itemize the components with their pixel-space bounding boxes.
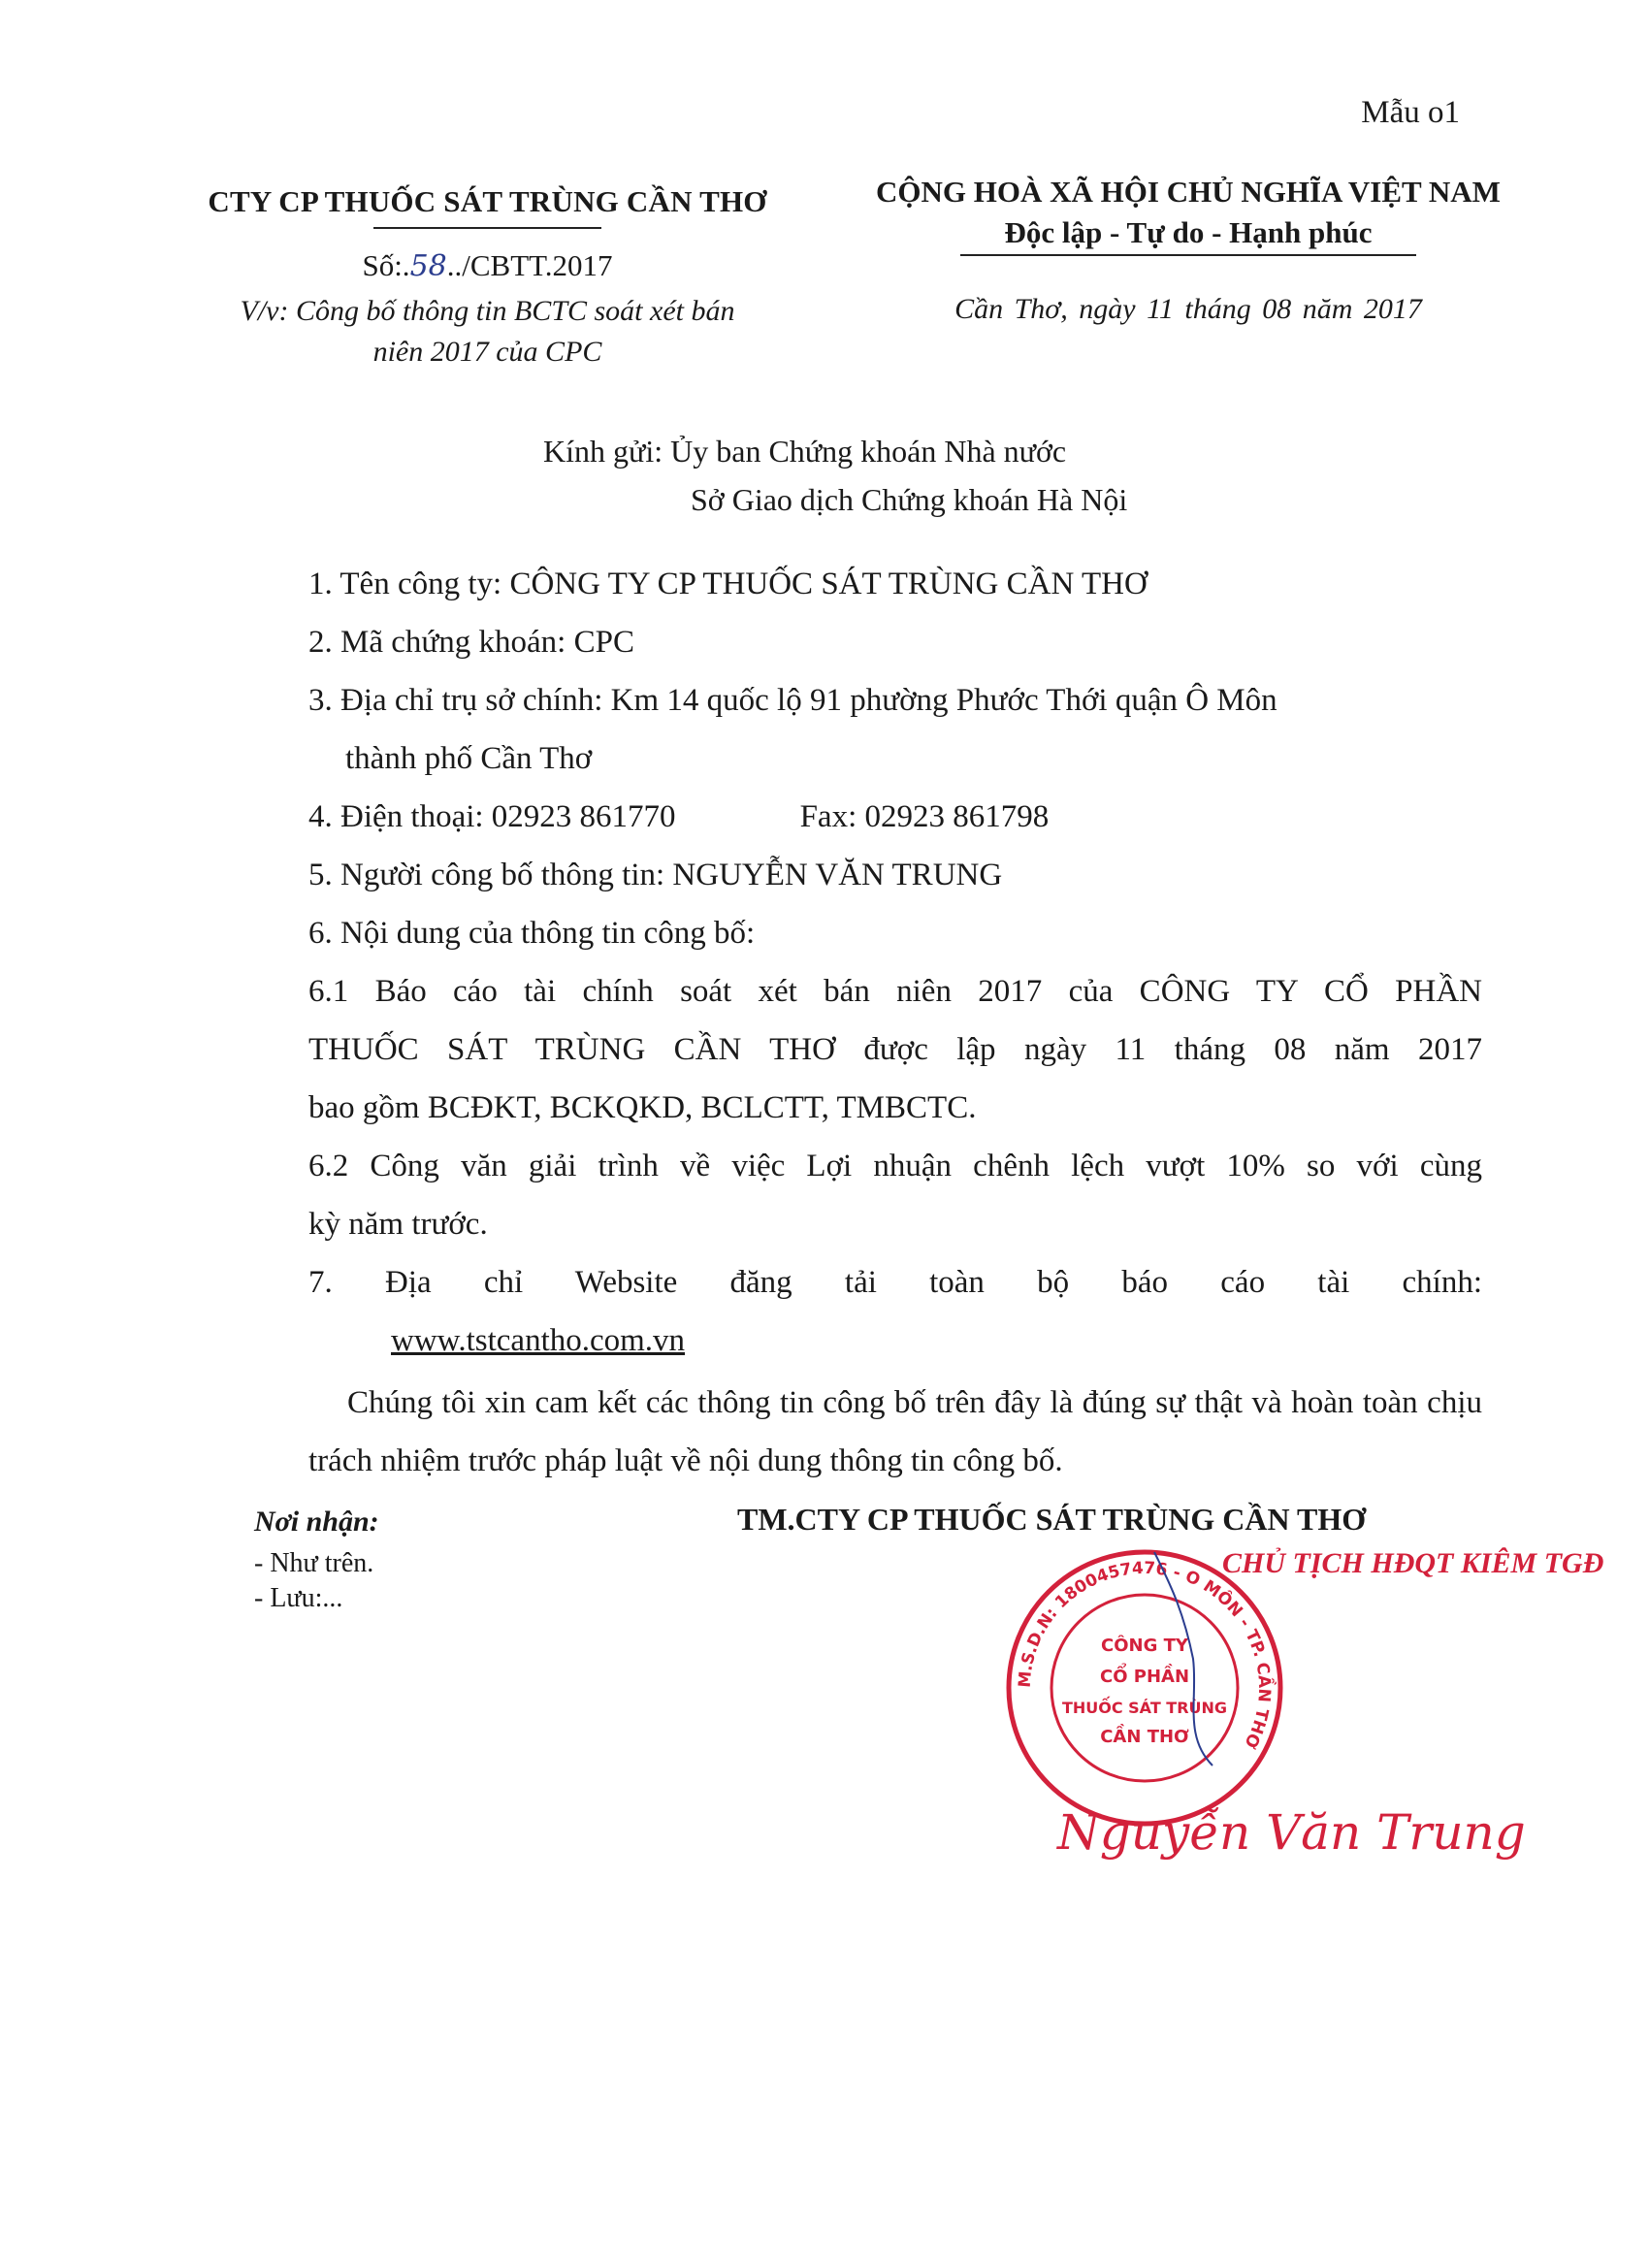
- motto-underline: [960, 254, 1416, 256]
- seal-center-line: CẦN THƠ: [1100, 1727, 1189, 1747]
- form-code: Mẫu o1: [1361, 95, 1460, 130]
- place-date: Cần Thơ, ngày 11 tháng 08 năm 2017: [954, 293, 1422, 325]
- receiver-item: - Lưu:...: [254, 1583, 343, 1613]
- item-6-1-line-2: THUỐC SÁT TRÙNG CẦN THƠ được lập ngày 11 tháng 08 năm 2017: [308, 1032, 1482, 1067]
- item-6-2-line-2: kỳ năm trước.: [308, 1207, 488, 1242]
- item-content: 6. Nội dung của thông tin công bố:: [308, 916, 756, 951]
- docno-handwritten: 58: [409, 249, 447, 283]
- nation-header: [834, 175, 1542, 326]
- issuer-company-name: CTY CP THUỐC SÁT TRÙNG CẦN THƠ: [208, 184, 767, 218]
- item-contact: [308, 788, 1482, 846]
- signer-role: CHỦ TỊCH HĐQT KIÊM TGĐ: [1222, 1547, 1604, 1579]
- receiver-item: - Như trên.: [254, 1548, 374, 1578]
- nation-motto: Độc lập - Tự do - Hạnh phúc: [1004, 215, 1373, 249]
- disclosure-body: [308, 555, 1482, 1490]
- document-number: [165, 248, 810, 283]
- seal-center-line: THUỐC SÁT TRÙNG: [1061, 1699, 1228, 1717]
- recipient-2: Sở Giao dịch Chứng khoán Hà Nội: [691, 482, 1128, 517]
- recipients: [543, 427, 1127, 524]
- receivers-title: Nơi nhận:: [254, 1506, 379, 1538]
- website-link[interactable]: www.tstcantho.com.vn: [391, 1323, 686, 1358]
- item-6-1-line-1: 6.1 Báo cáo tài chính soát xét bán niên 2017 của CÔNG TY CỔ PHẦN: [308, 974, 1482, 1009]
- item-address-cont: thành phố Cần Thơ: [345, 741, 593, 776]
- item-6-1-line-3: bao gồm BCĐKT, BCKQKD, BCLCTT, TMBCTC.: [308, 1090, 977, 1125]
- item-website: 7. Địa chỉ Website đăng tải toàn bộ báo cáo tài chính:: [308, 1265, 1482, 1300]
- recipient-1: Kính gửi: Ủy ban Chứng khoán Nhà nước: [543, 434, 1067, 469]
- issuer-underline: [373, 227, 601, 229]
- commitment-statement: Chúng tôi xin cam kết các thông tin công bố trên đây là đúng sự thật và hoàn toàn chịu trách nhiệm trước pháp luật về nội dung thông tin công bố.: [308, 1385, 1482, 1478]
- receivers: [254, 1506, 379, 1616]
- nation-title: CỘNG HOÀ XÃ HỘI CHỦ NGHĨA VIỆT NAM: [876, 175, 1501, 209]
- subject: [165, 291, 810, 373]
- item-company: 1. Tên công ty: CÔNG TY CP THUỐC SÁT TRÙNG CẦN THƠ: [308, 567, 1148, 601]
- issuer-header: [165, 184, 810, 373]
- item-6-2-line-1: 6.2 Công văn giải trình về việc Lợi nhuận chênh lệch vượt 10% so với cùng: [308, 1149, 1482, 1183]
- seal-center-line: CỔ PHẦN: [1099, 1667, 1190, 1687]
- seal-ring-path-text: M.S.D.N: 1800457476 - O MÔN - TP. CẦN THƠ: [1015, 1558, 1275, 1752]
- item-fax: Fax: 02923 861798: [799, 799, 1050, 834]
- item-phone: 4. Điện thoại: 02923 861770: [308, 799, 676, 834]
- subject-line-2: niên 2017 của CPC: [372, 336, 602, 368]
- docno-suffix: ../CBTT.2017: [446, 248, 613, 282]
- item-discloser: 5. Người công bố thông tin: NGUYỄN VĂN TRUNG: [308, 858, 1003, 892]
- signing-organization: TM.CTY CP THUỐC SÁT TRÙNG CẦN THƠ: [737, 1502, 1367, 1537]
- docno-prefix: Số:.: [362, 248, 410, 282]
- subject-line-1: V/v: Công bố thông tin BCTC soát xét bán: [240, 295, 735, 327]
- seal-center-line: CÔNG TY: [1101, 1636, 1188, 1656]
- item-address: 3. Địa chỉ trụ sở chính: Km 14 quốc lộ 91 phường Phước Thới quận Ô Môn: [308, 683, 1277, 718]
- signature: Nguyễn Văn Trung: [1057, 1804, 1526, 1861]
- item-ticker: 2. Mã chứng khoán: CPC: [308, 625, 634, 660]
- company-seal: [999, 1542, 1290, 1833]
